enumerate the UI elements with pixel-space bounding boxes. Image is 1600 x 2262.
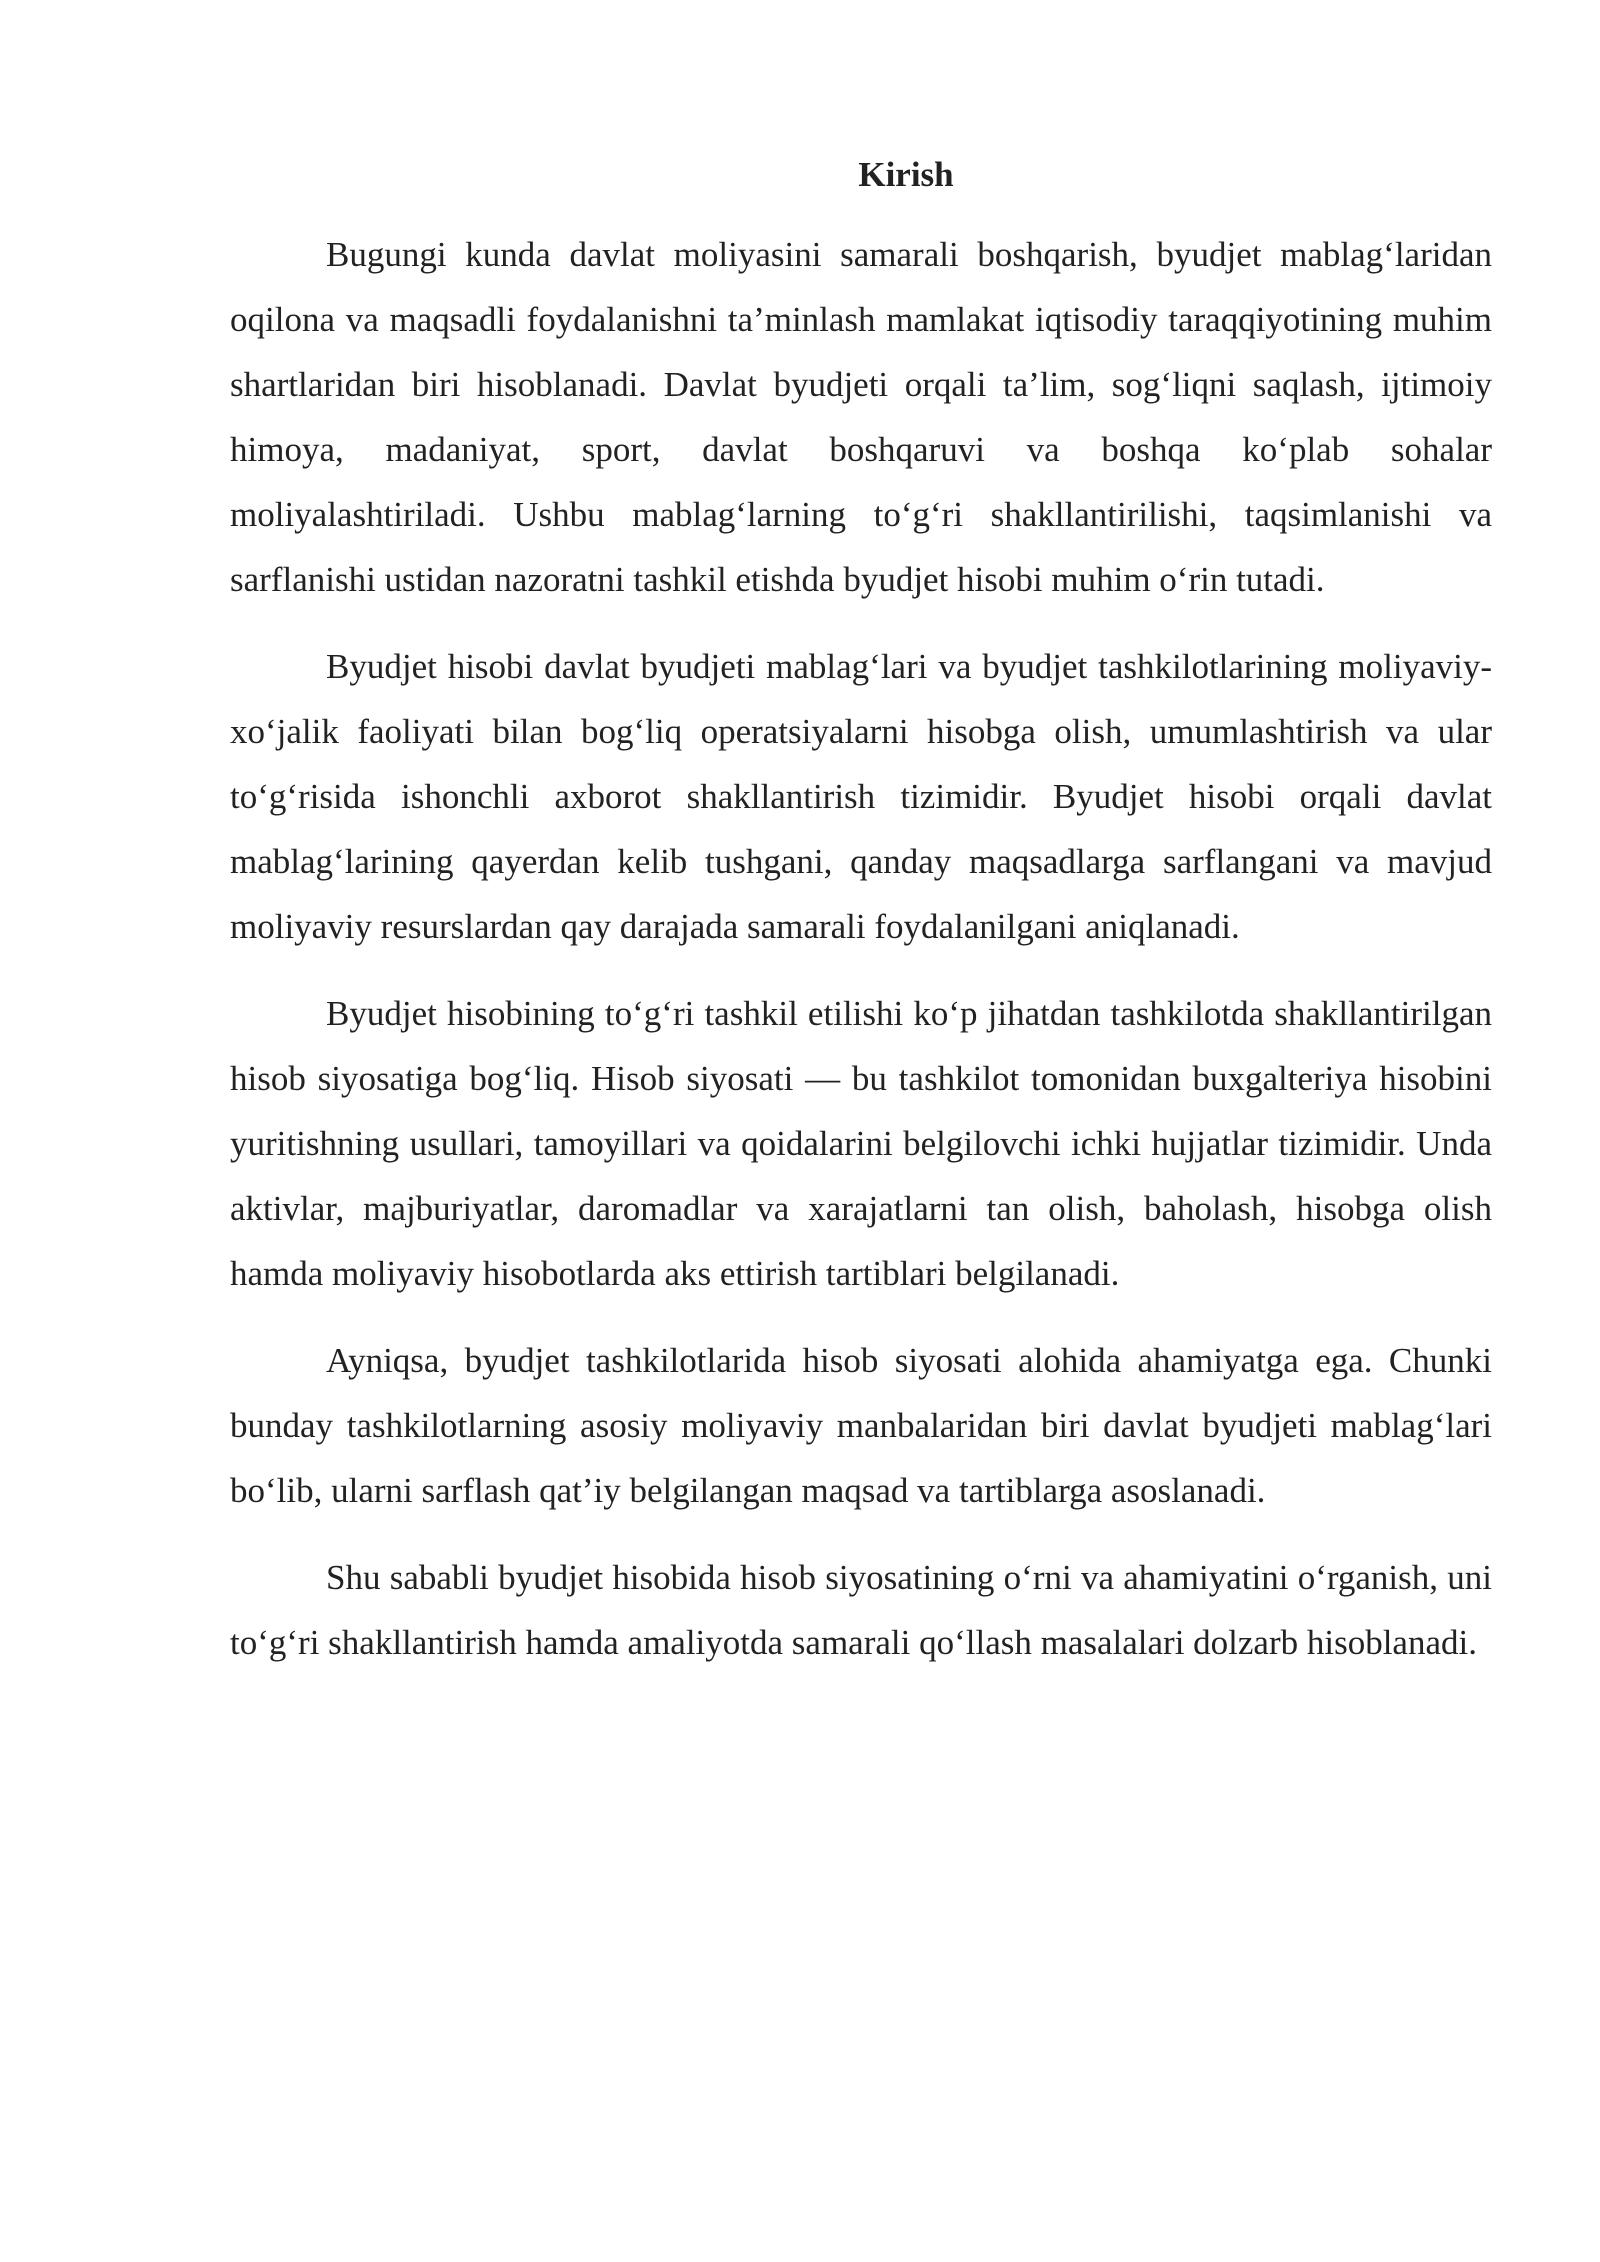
document-title: Kirish	[858, 155, 954, 194]
paragraph-1: Bugungi kunda davlat moliyasini samarali boshqarish, byudjet mablag‘laridan oqilona va maqsadli foydalanishni ta’minlash mamlakat iqtisodiy taraqqiyotining muhim shartlaridan biri hisoblanadi. Davlat byudjeti orqali ta’lim, sog‘liqni saqlash, ijtimoiy himoya, madaniyat, sport, davlat boshqaruvi va boshqa ko‘plab sohalar moliyalashtiriladi. Ushbu mablag‘larning to‘g‘ri shakllantirilishi, taqsimlanishi va sarflanishi ustidan nazoratni tashkil etishda byudjet hisobi muhim o‘rin tutadi.	[230, 235, 1492, 599]
document-body	[230, 150, 1492, 1697]
paragraph-2: Byudjet hisobi davlat byudjeti mablag‘lari va byudjet tashkilotlarining moliyaviy-xo‘jalik faoliyati bilan bog‘liq operatsiyalarni hisobga olish, umumlashtirish va ular to‘g‘risida ishonchli axborot shakllantirish tizimidir. Byudjet hisobi orqali davlat mablag‘larining qayerdan kelib tushgani, qanday maqsadlarga sarflangani va mavjud moliyaviy resurslardan qay darajada samarali foydalanilgani aniqlanadi.	[230, 647, 1492, 946]
paragraph-3: Byudjet hisobining to‘g‘ri tashkil etilishi ko‘p jihatdan tashkilotda shakllantirilgan hisob siyosatiga bog‘liq. Hisob siyosati — bu tashkilot tomonidan buxgalteriya hisobini yuritishning usullari, tamoyillari va qoidalarini belgilovchi ichki hujjatlar tizimidir. Unda aktivlar, majburiyatlar, daromadlar va xarajatlarni tan olish, baholash, hisobga olish hamda moliyaviy hisobotlarda aks ettirish tartiblari belgilanadi.	[230, 994, 1492, 1293]
paragraph-4: Ayniqsa, byudjet tashkilotlarida hisob siyosati alohida ahamiyatga ega. Chunki bunday tashkilotlarning asosiy moliyaviy manbalaridan biri davlat byudjeti mablag‘lari bo‘lib, ularni sarflash qat’iy belgilangan maqsad va tartiblarga asoslanadi.	[230, 1341, 1492, 1510]
paragraph-5: Shu sababli byudjet hisobida hisob siyosatining o‘rni va ahamiyatini o‘rganish, uni to‘g‘ri shakllantirish hamda amaliyotda samarali qo‘llash masalalari dolzarb hisoblanadi.	[230, 1558, 1492, 1662]
